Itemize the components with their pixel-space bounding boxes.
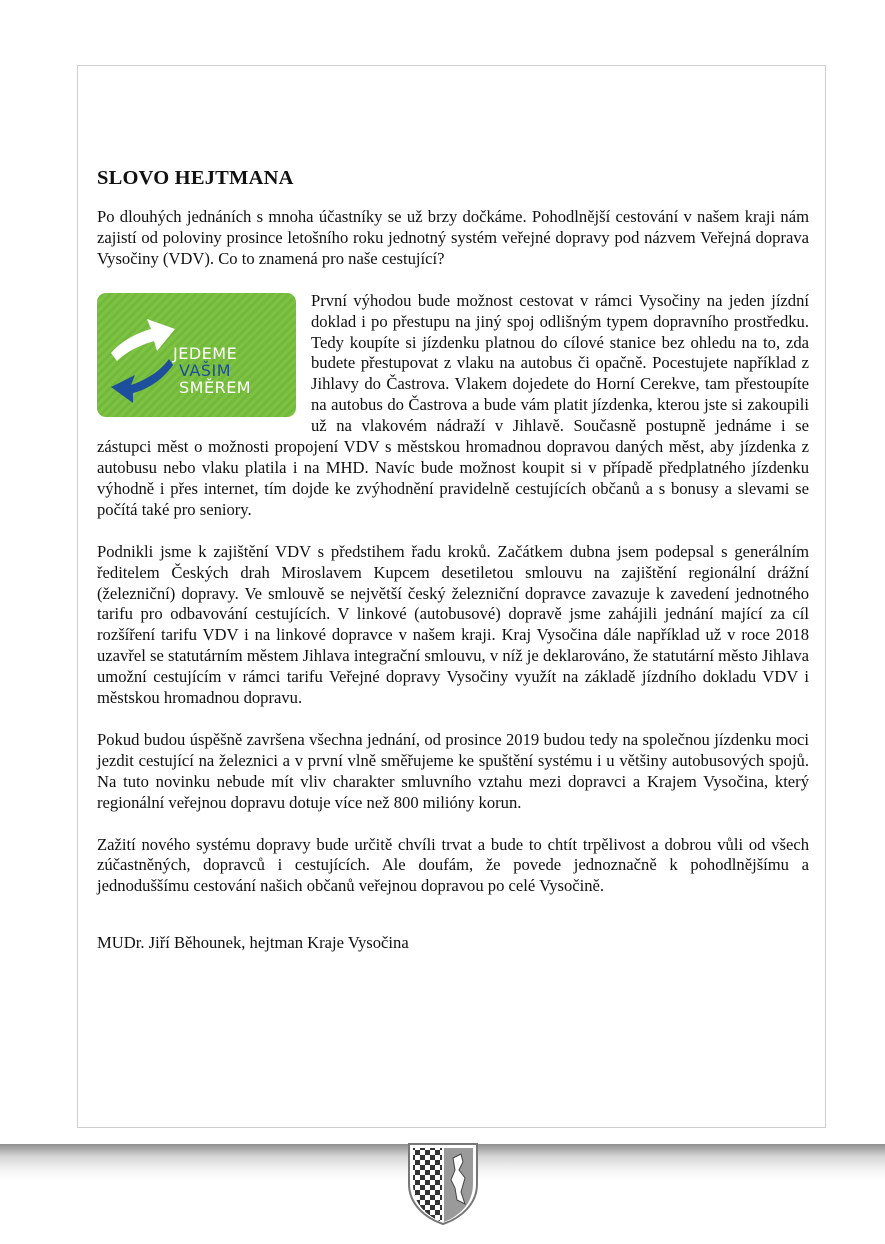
jedeme-vasim-smerem-logo	[97, 293, 296, 417]
logo-line-3: SMĚREM	[179, 377, 252, 397]
paragraph-1: První výhodou bude možnost cestovat v rámci Vysočiny na jeden jízdní doklad i po přestupu na jiný spoj odlišným typem dopravního prostředku. Tedy koupíte si jízdenku platnou do cílové stanice bez ohledu na to, zda budete přestupovat z vlaku na autobus či opačně. Pocestujete například z Jihlavy do Častrova. Vlakem dojedete do Horní Cerekve, tam přestoupíte na autobus do Častrova a bude vám platit jízdenka, kterou jste si zakoupili už na vlakovém nádraží v Jihlavě. Současně postupně jednáme i se zástupci měst o možnosti propojení VDV s městskou hromadnou dopravou daných měst, aby jízdenka z autobusu nebo vlaku platila i na MHD. Navíc bude možnost koupit si v případě předplatného jízdenku výhodně i přes internet, tím dojde ke zvýhodnění pravidelně cestujících občanů a s bonusy a slevami se počítá také pro seniory.	[97, 290, 809, 519]
paragraph-4: Zažití nového systému dopravy bude určitě chvíli trvat a bude to chtít trpělivost a dobrou vůli od všech zúčastněných, dopravců i cestujících. Ale doufám, že povede jednoznačně k pohodlnějšímu a jednoduššímu cestování našich občanů veřejnou dopravou po celé Vysočině.	[97, 834, 809, 896]
article-title: SLOVO HEJTMANA	[97, 167, 294, 189]
signature: MUDr. Jiří Běhounek, hejtman Kraje Vysočina	[97, 933, 409, 953]
footer	[0, 1140, 885, 1244]
intro-paragraph: Po dlouhých jednáních s mnoha účastníky se už brzy dočkáme. Pohodlnější cestování v našem kraji nám zajistí od poloviny prosince letošního roku jednotný systém veřejné dopravy pod názvem Veřejná doprava Vysočiny (VDV). Co to znamená pro naše cestující?	[97, 207, 809, 268]
paragraph-3: Pokud budou úspěšně završena všechna jednání, od prosince 2019 budou tedy na společnou jízdenku moci jezdit cestující na železnici a v první vlně směřujeme ke spuštění systému i u většiny autobusových spojů. Na tuto novinku nebude mít vliv charakter smluvního vztahu mezi dopravci a Krajem Vysočina, který regionální veřejnou dopravu dotuje více než 800 milióny korun.	[97, 729, 809, 812]
logo-text	[173, 345, 293, 396]
article	[97, 166, 809, 954]
document-page	[77, 65, 826, 1128]
logo-line-2: VAŠIM	[179, 360, 232, 380]
logo-line-1: JEDEME	[173, 343, 238, 363]
paragraph-2: Podnikli jsme k zajištění VDV s předstihem řadu kroků. Začátkem dubna jsem podepsal s generálním ředitelem Českých drah Miroslavem Kupcem desetiletou smlouvu na zajištění regionální drážní (železniční) dopravy. Ve smlouvě se největší český železniční dopravce zavazuje k zavedení jednotného tarifu pro odbavování cestujících. V linkové (autobusové) dopravě jsme zahájili jednání mající za cíl rozšíření tarifu VDV i na linkové dopravce v našem kraji. Kraj Vysočina dále například už v roce 2018 uzavřel se statutárním městem Jihlava integrační smlouvu, v níž je deklarováno, že statutární město Jihlava umožní cestujícím v rámci tarifu Veřejné dopravy Vysočiny využít na základě jízdního dokladu VDV i městskou hromadnou dopravu.	[97, 541, 809, 708]
coat-of-arms-icon	[405, 1140, 481, 1226]
